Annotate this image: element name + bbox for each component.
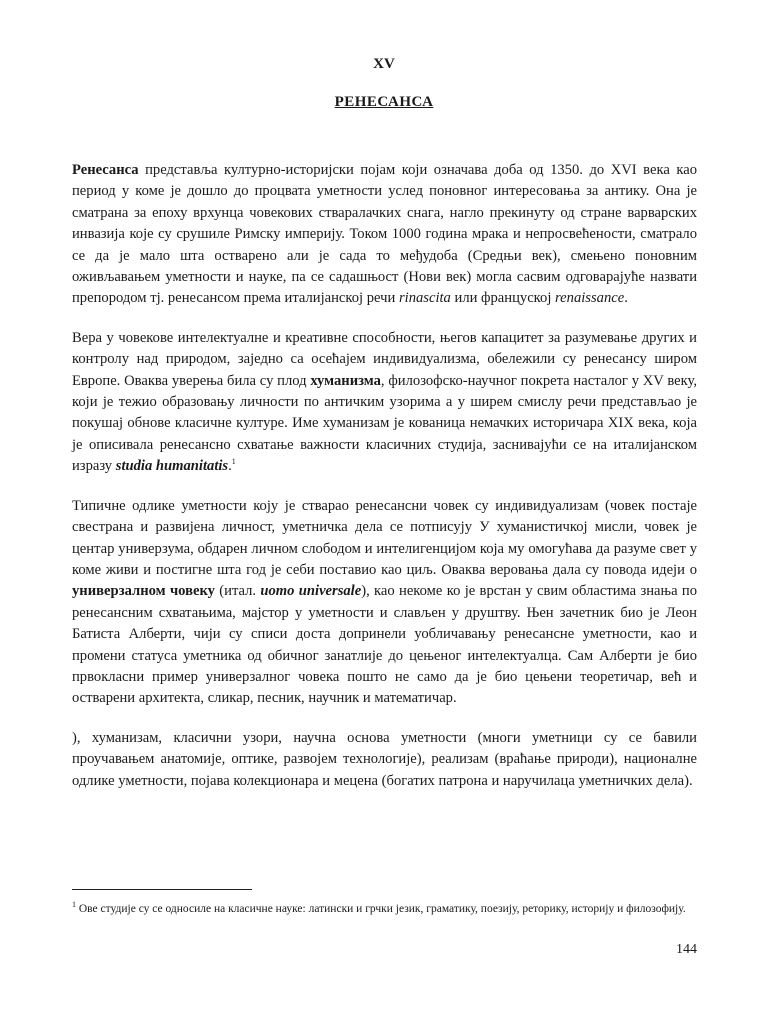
- term-rinascita: rinascita: [398, 290, 451, 307]
- footnote-marker: 1: [72, 900, 76, 909]
- paragraph-text: .: [624, 290, 628, 307]
- paragraph-text: ), као некоме ко је врстан у свим областима знања по ренесансним схватањима, мајстор у уметности и слављен у друштву. Њен зачетник био је Леон Батиста Алберти, чији су списи доста допринели уобличавању ренесансне уметности, као и промени статуса уметника од обичног занатлије до цењеног интелектуалца. Сам Алберти је био првокласни пример универзалног човека пошто не само да је био цењени теоретичар, већ и остварени архитекта, сликар, песник, научник и математичар.: [72, 583, 697, 707]
- term-studia-humanitatis: studia humanitatis: [115, 458, 229, 475]
- chapter-title: РЕНЕСАНСА: [334, 94, 434, 110]
- paragraph-text: ), хуманизам, класични узори, научна основа уметности (многи уметници су се бавили проучавањем анатомије, оптике, развојем технологије), реализам (враћање природи), националне одлике уметности, појава колекционара и мецена (богатих патрона и наручилаца уметничких дела).: [72, 729, 697, 789]
- body-text: [72, 160, 697, 810]
- paragraph-text: Вера у човекове интелектуалне и креативне способности, његов капацитет за разумевање других и контролу над природом, заједно са осећајем индивидуализма, обележили су ренесансу широм Европе. Оваква уверења била су плод: [72, 329, 697, 389]
- paragraph-text: или француској: [450, 290, 556, 307]
- term-renaissance: Ренесанса: [72, 162, 139, 178]
- footnote-reference[interactable]: 1: [231, 457, 236, 467]
- paragraph-3: [72, 496, 697, 710]
- paragraph-text: (итал.: [214, 583, 261, 600]
- term-universal-man: универзалном човеку: [72, 583, 215, 600]
- paragraph-text: Типичне одлике уметности коју је стварао ренесансни човек су индивидуализам (човек постаје свестрана и развијена личност, уметничка дела се потписују У хуманистичкој мисли, човек је центар универзума, обдарен личном слободом и интелигенцијом која му омогућава да разуме свет у коме живи и постигне шта год је себи поставио као циљ. Оваква веровања дала су повода идеји о: [72, 497, 697, 578]
- footnote-divider: [72, 889, 252, 890]
- page-number: 144: [676, 942, 697, 957]
- paragraph-4: [72, 728, 697, 792]
- term-humanism: хуманизма: [310, 372, 381, 389]
- paragraph-text: представља културно-историјски појам који означава доба од 1350. до XVI века као период у коме је дошло до процвата уметности услед поновног интересовања за антику. Она је сматрана за епоху врхунца човекових стваралачких снага, нагло прекинуту од стране варварских инвазија које су срушиле Римску империју. Током 1000 година мрака и непросвећености, сматрало се да је мало шта остварено али је сада то међудоба (Средњи век), смењено поновним оживљавањем уметности и науке, па се садашњост (Нови век) могла сасвим одговарајуће назвати препородом тј. ренесансом према италијанској речи: [72, 162, 697, 307]
- chapter-number: XV: [373, 56, 395, 72]
- paragraph-2: [72, 328, 697, 478]
- footnote: [72, 896, 692, 918]
- term-renaissance-fr: renaissance: [555, 290, 625, 307]
- paragraph-text: .: [228, 458, 232, 475]
- footnote-text: Ове студије су се односиле на класичне науке: латински и грчки језик, граматику, поезију, реторику, историју и филозофију.: [76, 902, 686, 915]
- paragraph-text: , филозофско-научног покрета насталог у XV веку, који је тежио образовању личности по античким узорима а у ширем смислу речи представљао је покушај обнове класичне културе. Име хуманизам је кованица немачких историчара XIX века, која је описивала ренесансно схватање важности класичних студија, заснивајући се на италијанском изразу: [72, 372, 697, 475]
- paragraph-1: [72, 160, 697, 310]
- term-uomo-universale: uomo universale: [260, 583, 362, 600]
